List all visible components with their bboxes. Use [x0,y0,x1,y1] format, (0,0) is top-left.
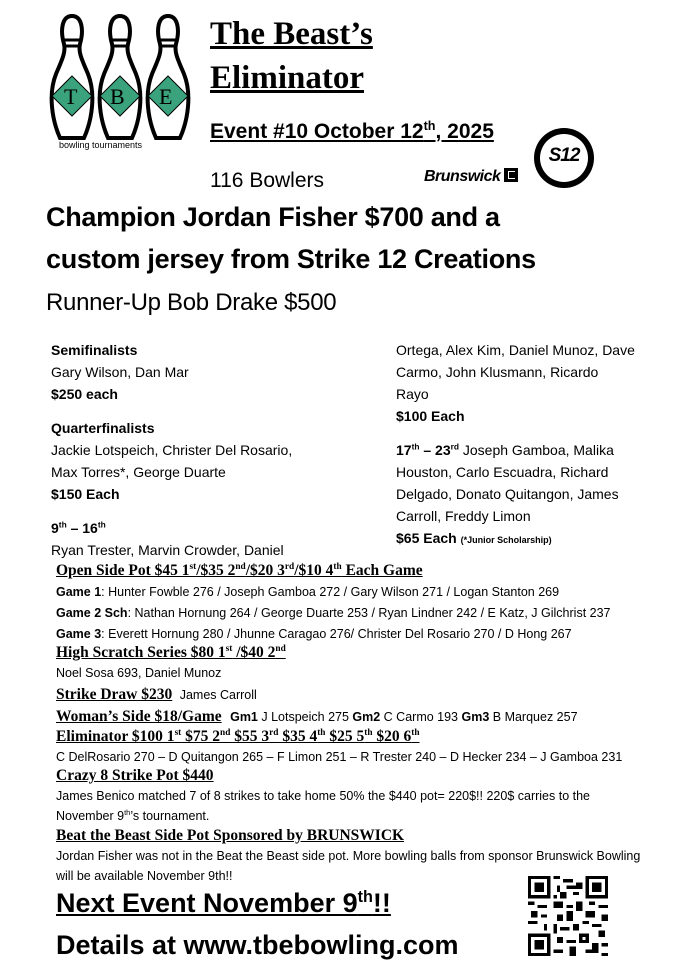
seventeenth-names-4: Carroll, Freddy Limon [396,508,531,524]
game-3-results: Game 3: Everett Hornung 280 / Jhunne Caragao 276/ Christer Del Rosario 270 / D Hong 267 [56,627,572,641]
champion-line-2: custom jersey from Strike 12 Creations [46,244,536,274]
bowler-count: 116 Bowlers [210,169,325,192]
eliminator-results: C DelRosario 270 – D Quitangon 265 – F Limon 251 – R Trester 240 – D Hecker 234 – J Gamboa 231 [56,750,623,764]
crazy-8-text-1: James Benico matched 7 of 8 strikes to take home 50% the $440 pot= 220$!! 220$ carries to the [56,789,591,803]
logo-caption: bowling tournaments [59,140,143,150]
left-column [51,339,371,561]
strike-draw-line [56,685,666,705]
ninth-sixteenth-names: Ryan Trester, Marvin Crowder, Daniel [51,542,284,558]
womans-side-line: Woman’s Side $18/Game Gm1 J Lotspeich 275 Gm2 C Carmo 193 Gm3 B Marquez 257 [56,708,578,725]
game-1-results: Game 1: Hunter Fowble 276 / Joseph Gamboa 272 / Gary Wilson 271 / Logan Stanton 269 [56,585,560,599]
logo-letter-t: T [64,84,78,109]
qr-code-icon[interactable] [528,876,608,956]
quarterfinalists-names-1: Jackie Lotspeich, Christer Del Rosario, [51,442,293,458]
strike12-text: S12 [548,145,580,166]
runner-up: Runner-Up Bob Drake $500 [46,289,337,316]
semifinalists-heading: Semifinalists [51,342,138,358]
crazy-8-heading: Crazy 8 Strike Pot $440 [56,767,214,784]
seventeenth-names-2: Houston, Carlo Escuadra, Richard [396,464,609,480]
title-line-2: Eliminator [210,60,364,96]
right-prize-2: $65 Each (*Junior Scholarship) [396,530,552,546]
eliminator-heading: Eliminator $100 1st $75 2nd $55 3rd $35 4th $25 5th $20 6th [56,727,420,745]
champion-line-1: Champion Jordan Fisher $700 and a [46,202,500,232]
junior-scholarship-note: (*Junior Scholarship) [460,535,552,545]
logo-letter-b: B [110,84,125,109]
quarterfinalists-prize: $150 Each [51,486,120,502]
right-names-1: Ortega, Alex Kim, Daniel Munoz, Dave [396,342,635,358]
beat-the-beast-text-1: Jordan Fisher was not in the Beat the Beast side pot. More bowling balls from sponsor Brunswick Bowling [56,849,641,863]
title-line-1: The Beast’s [210,16,373,52]
seventeenth-line: 17th – 23rd Joseph Gamboa, Malika [396,441,614,458]
semifinalists-names: Gary Wilson, Dan Mar [51,364,189,380]
strike-draw-winner: James Carroll [179,688,257,702]
tbe-logo [44,10,204,160]
womans-side-heading: Woman’s Side $18/Game [56,708,222,725]
semifinalists-prize: $250 each [51,386,118,402]
quarterfinalists-names-2: Max Torres*, George Duarte [51,464,226,480]
right-names-3: Rayo [396,386,429,402]
brunswick-logo: Brunswick [424,168,518,186]
logo-letter-e: E [159,84,173,109]
side-pots [56,561,666,885]
quarterfinalists-heading: Quarterfinalists [51,420,155,436]
strike12-logo [534,128,594,188]
details-website: Details at www.tbebowling.com [56,930,459,960]
brunswick-mark-icon [504,168,518,182]
crazy-8-text-2: November 9th’s tournament. [56,807,210,823]
beat-the-beast-text-2: will be available November 9th!! [56,869,233,883]
beat-the-beast-heading: Beat the Beast Side Pot Sponsored by BRUNSWICK [56,827,405,844]
high-scratch-heading: High Scratch Series $80 1st /$40 2nd [56,643,286,661]
open-side-pot-heading: Open Side Pot $45 1st/$35 2nd/$20 3rd/$10 4th Each Game [56,561,423,579]
ninth-sixteenth-heading: 9th – 16th [51,519,106,536]
right-prize-1: $100 Each [396,408,465,424]
seventeenth-names-3: Delgado, Donato Quitangon, James [396,486,619,502]
right-column [396,339,666,551]
game-2-results: Game 2 Sch: Nathan Hornung 264 / George Duarte 253 / Ryan Lindner 242 / E Katz, J Gilchrist 237 [56,606,611,620]
event-date: Event #10 October 12th, 2025 [210,119,494,143]
right-names-2: Carmo, John Klusmann, Ricardo [396,364,599,380]
next-event: Next Event November 9th!! [56,888,391,918]
high-scratch-results: Noel Sosa 693, Daniel Munoz [56,666,222,680]
strike-draw-heading: Strike Draw $230 [56,686,173,703]
